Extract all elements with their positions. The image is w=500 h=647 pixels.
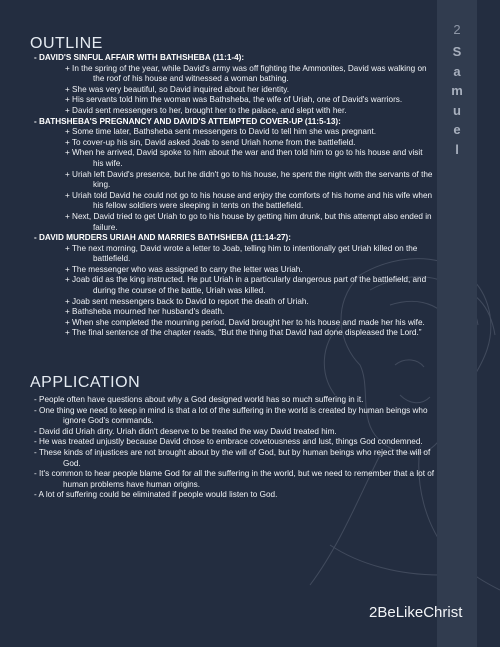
outline-section: [30, 53, 435, 117]
section-heading: - DAVID MURDERS URIAH AND MARRIES BATHSHEBA (11:14-27):: [34, 233, 292, 243]
book-letter: a: [453, 63, 461, 79]
section-items: [30, 244, 435, 339]
list-item: - It's common to hear people blame God for all the suffering in the world, but we need to remember that a lot of human problems have human origins.: [34, 469, 435, 489]
list-item: + The next morning, David wrote a letter to Joab, telling him to intentionally get Uriah killed on the battlefield.: [65, 243, 418, 264]
book-number: 2: [453, 22, 461, 37]
list-item: + Some time later, Bathsheba sent messengers to David to tell him she was pregnant.: [65, 127, 377, 137]
section-items: [30, 127, 435, 233]
list-item: + When she completed the mourning period, David brought her to his house and made her his wife.: [65, 317, 425, 327]
book-letter: l: [455, 141, 459, 157]
brand-logo-text: 2BeLikeChrist: [369, 604, 463, 621]
book-letter: m: [451, 83, 463, 98]
list-item: - David did Uriah dirty. Uriah didn't deserve to be treated the way David treated him.: [34, 426, 337, 436]
list-item: + To cover-up his sin, David asked Joab to send Uriah home from the battlefield.: [65, 137, 356, 147]
book-letter: S: [452, 44, 462, 59]
book-letter: u: [453, 102, 461, 118]
application-items: [30, 395, 435, 501]
list-item: + Joab sent messengers back to David to report the death of Uriah.: [65, 296, 309, 306]
list-item: - He was treated unjustly because David chose to embrace covetousness and lust, things God condemned.: [34, 437, 423, 447]
list-item: - A lot of suffering could be eliminated if people would listen to God.: [34, 490, 278, 500]
main-content: [30, 34, 435, 501]
section-heading: - BATHSHEBA'S PREGNANCY AND DAVID'S ATTEMPTED COVER-UP (11:5-13):: [34, 116, 341, 126]
list-item: + Joab did as the king instructed. He put Uriah in a particularly dangerous part of the battlefield, and during the course of the battle, Uriah was killed.: [65, 275, 427, 296]
section-items: [30, 64, 435, 117]
outline-heading: OUTLINE: [30, 35, 103, 52]
outline-section: [30, 117, 435, 234]
section-heading: - DAVID'S SINFUL AFFAIR WITH BATHSHEBA (11:1-4):: [34, 53, 245, 62]
list-item: + When he arrived, David spoke to him about the war and then told him to go to his house and visit his wife.: [65, 148, 423, 168]
list-item: + Uriah told David he could not go to his house and enjoy the comforts of his home and his wife when his fellow soldiers were sleeping in tents on the battlefield.: [65, 190, 433, 211]
list-item: + Uriah left David's presence, but he didn't go to his house, he spent the night with the servants of the king.: [65, 169, 433, 190]
list-item: - One thing we need to keep in mind is that a lot of the suffering in the world is created by human beings who ignore God's commands.: [34, 405, 428, 426]
list-item: + In the spring of the year, while David's army was off fighting the Ammonites, David was walking on the roof of his house and witnessed a woman bathing.: [65, 63, 427, 84]
list-item: - People often have questions about why a God designed world has so much suffering in it.: [34, 395, 364, 405]
list-item: + His servants told him the woman was Bathsheba, the wife of Uriah, one of David's warriors.: [65, 95, 403, 105]
book-name-vertical: [437, 42, 477, 159]
list-item: + David sent messengers to her, brought her to the palace, and slept with her.: [65, 105, 347, 115]
sidebar-book-tab: [437, 0, 477, 647]
list-item: + The messenger who was assigned to carry the letter was Uriah.: [65, 264, 303, 274]
outline-section: [30, 233, 435, 339]
list-item: + Next, David tried to get Uriah to go to his house by getting him drunk, but this attempt also ended in failure.: [65, 211, 432, 232]
application-heading: APPLICATION: [30, 374, 141, 392]
list-item: + She was very beautiful, so David inquired about her identity.: [65, 84, 289, 94]
list-item: - These kinds of injustices are not brought about by the will of God, but by human beings who reject the will of God.: [34, 448, 431, 468]
list-item: + The final sentence of the chapter reads, “But the thing that David had done displeased the Lord.”: [65, 328, 422, 338]
list-item: + Bathsheba mourned her husband's death.: [65, 307, 225, 317]
book-letter: e: [453, 122, 461, 137]
